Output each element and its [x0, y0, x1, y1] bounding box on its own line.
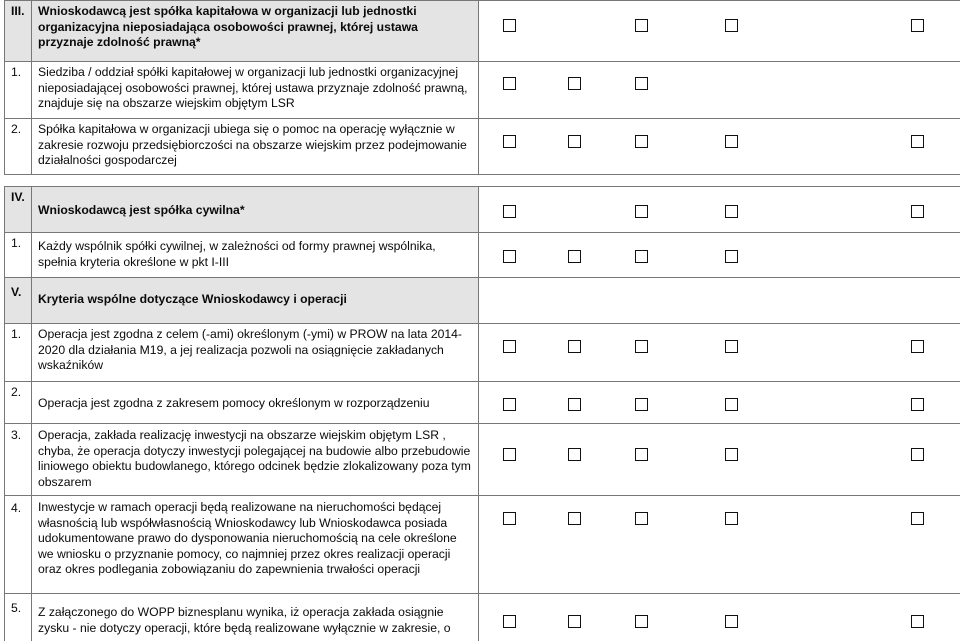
checkbox-yes[interactable]	[503, 398, 516, 411]
checkbox-extra[interactable]	[725, 398, 738, 411]
checkbox-group	[479, 495, 960, 593]
criteria-row	[4, 61, 960, 118]
checkbox-extra[interactable]	[725, 448, 738, 461]
checkbox-no[interactable]	[568, 448, 581, 461]
checkbox-extra[interactable]	[725, 615, 738, 628]
checkbox-yes[interactable]	[503, 615, 516, 628]
row-text: Wnioskodawcą jest spółka kapitałowa w organizacji lub jednostki organizacyjna nieposiadająca osobowości prawnej, której ustawa przyznaje zdolność prawną*	[31, 0, 479, 61]
checkbox-yes[interactable]	[503, 340, 516, 353]
checkbox-na[interactable]	[635, 19, 648, 32]
checkbox-group	[479, 61, 960, 118]
row-text: Każdy wspólnik spółki cywilnej, w zależności od formy prawnej wspólnika, spełnia kryteria określone w pkt I-III	[31, 232, 479, 277]
row-number: 1.	[4, 232, 31, 277]
checkbox-extra[interactable]	[911, 340, 924, 353]
checkbox-group	[479, 593, 960, 641]
row-text: Operacja jest zgodna z zakresem pomocy określonym w rozporządzeniu	[31, 381, 479, 423]
checkbox-extra[interactable]	[911, 205, 924, 218]
row-text: Wnioskodawcą jest spółka cywilna*	[31, 186, 479, 232]
checkbox-yes[interactable]	[503, 448, 516, 461]
row-text: Z załączonego do WOPP biznesplanu wynika, iż operacja zakłada osiągnie zysku - nie dotyczy operacji, które będą realizowane wyłącznie w zakresie, o	[31, 593, 479, 641]
checkbox-na[interactable]	[635, 340, 648, 353]
row-text: Operacja jest zgodna z celem (-ami) określonym (-ymi) w PROW na lata 2014-2020 dla działania M19, a jej realizacja pozwoli na osiągnięcie zakładanych wskaźników	[31, 323, 479, 381]
checkbox-extra[interactable]	[725, 135, 738, 148]
row-number: V.	[4, 277, 31, 323]
checkbox-yes[interactable]	[503, 250, 516, 263]
checkbox-na[interactable]	[635, 398, 648, 411]
criteria-row	[4, 323, 960, 381]
checkbox-na[interactable]	[635, 512, 648, 525]
checkbox-group	[479, 232, 960, 277]
checkbox-no[interactable]	[568, 340, 581, 353]
checkbox-na[interactable]	[635, 135, 648, 148]
checkbox-no[interactable]	[725, 205, 738, 218]
checkbox-yes[interactable]	[503, 77, 516, 90]
row-number: 5.	[4, 593, 31, 641]
checkbox-group	[479, 277, 960, 323]
checkbox-no[interactable]	[568, 135, 581, 148]
row-text: Kryteria wspólne dotyczące Wnioskodawcy i operacji	[31, 277, 479, 323]
checkbox-yes[interactable]	[503, 205, 516, 218]
row-number: 2.	[4, 381, 31, 423]
checkbox-na[interactable]	[635, 615, 648, 628]
checkbox-extra[interactable]	[911, 448, 924, 461]
checkbox-na[interactable]	[635, 448, 648, 461]
section-row-V	[4, 277, 960, 323]
checkbox-group	[479, 118, 960, 174]
row-number: 1.	[4, 323, 31, 381]
row-text: Siedziba / oddział spółki kapitałowej w organizacji lub jednostki organizacyjnej nieposiadającej osobowości prawnej, której ustawa przyznaje zdolność prawną, znajduje się na obszarze wiejskim objętym LSR	[31, 61, 479, 118]
checkbox-yes[interactable]	[503, 512, 516, 525]
checkbox-extra[interactable]	[725, 340, 738, 353]
row-number: III.	[4, 0, 31, 61]
checkbox-extra[interactable]	[911, 615, 924, 628]
criteria-row	[4, 232, 960, 277]
section-row-III	[4, 0, 960, 61]
checkbox-extra[interactable]	[911, 512, 924, 525]
checkbox-no[interactable]	[568, 615, 581, 628]
criteria-row	[4, 593, 960, 641]
checkbox-group	[479, 0, 960, 61]
checkbox-na[interactable]	[635, 77, 648, 90]
checkbox-no[interactable]	[725, 19, 738, 32]
checkbox-group	[479, 323, 960, 381]
checkbox-na[interactable]	[635, 250, 648, 263]
checkbox-no[interactable]	[568, 398, 581, 411]
row-number: IV.	[4, 186, 31, 232]
checkbox-no[interactable]	[568, 512, 581, 525]
criteria-row	[4, 381, 960, 423]
checkbox-no[interactable]	[568, 77, 581, 90]
row-number: 3.	[4, 423, 31, 495]
section-row-IV	[4, 186, 960, 232]
checkbox-group	[479, 381, 960, 423]
checkbox-yes[interactable]	[503, 19, 516, 32]
checkbox-yes[interactable]	[503, 135, 516, 148]
row-number: 4.	[4, 495, 31, 593]
checkbox-group	[479, 423, 960, 495]
checkbox-na[interactable]	[635, 205, 648, 218]
checkbox-group	[479, 186, 960, 232]
row-text: Inwestycje w ramach operacji będą realizowane na nieruchomości będącej własnością lub współwłasnością Wnioskodawcy lub Wnioskodawca posiada udokumentowane prawo do dysponowania nieruchomością na cele określone we wniosku o przyznanie pomocy, co najmniej przez okres realizacji operacji oraz okres podlegania zobowiązaniu do zapewnienia trwałości operacji	[31, 495, 479, 593]
criteria-row	[4, 118, 960, 174]
checkbox-extra[interactable]	[911, 135, 924, 148]
row-text: Spółka kapitałowa w organizacji ubiega się o pomoc na operację wyłącznie w zakresie rozwoju przedsiębiorczości na obszarze wiejskim przez podejmowanie działalności gospodarczej	[31, 118, 479, 174]
row-number: 2.	[4, 118, 31, 174]
checkbox-extra[interactable]	[911, 19, 924, 32]
row-number: 1.	[4, 61, 31, 118]
checkbox-no[interactable]	[568, 250, 581, 263]
row-text: Operacja, zakłada realizację inwestycji na obszarze wiejskim objętym LSR , chyba, że operacja dotyczy inwestycji polegającej na budowie albo przebudowie liniowego obiektu budowlanego, którego odcinek będzie zlokalizowany poza tym obszarem	[31, 423, 479, 495]
criteria-row	[4, 495, 960, 593]
criteria-row	[4, 423, 960, 495]
checkbox-extra[interactable]	[725, 512, 738, 525]
checkbox-extra[interactable]	[725, 250, 738, 263]
checkbox-extra[interactable]	[911, 398, 924, 411]
